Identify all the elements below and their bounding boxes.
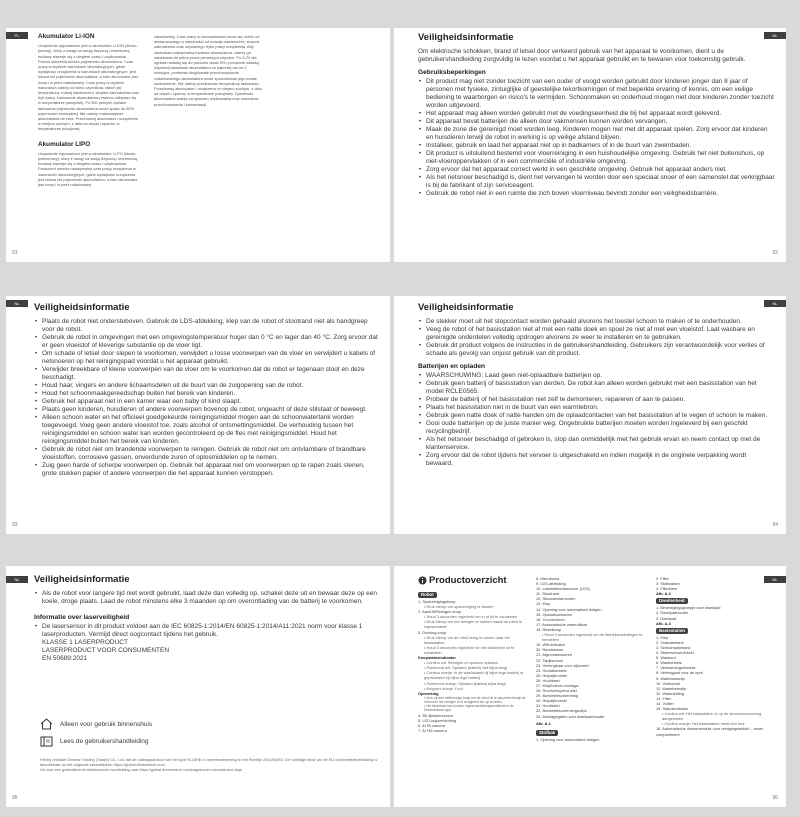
laser-line: KLASSE 1 LASERPRODUCT (42, 639, 128, 646)
list-item: 16. Automatische doseermodule voor reinigingsmiddel – enkel compartiment (656, 726, 764, 737)
list-item: 13. Filter (656, 695, 672, 701)
overview-col-1 (418, 590, 526, 733)
list-item: 1. Klep (656, 634, 669, 640)
list-item: 14. Vlotter (656, 700, 674, 706)
list-item: • Gebruik de robot niet in een ruimte die zich boven vloerniveau bevindt zonder een veiligheidsbarrière. (418, 190, 776, 198)
language-tab: NL (6, 300, 28, 307)
book-icon (40, 736, 53, 747)
list-item: 29. Borstelbeschernmng (536, 693, 579, 699)
content (418, 302, 772, 468)
body-text: naładowany. Czas pracy w rzeczywistości może się różnić od deklarowanego w zależności od rodzaju nawierzchni, stopnia zabrudzenia oraz używanego trybu pracy urządzenia. Aby zachować maksymalną trwałość akumulatora, należy go naładować do pełna przed pierwszym użyciem. Po 3,2V dla ogniwa rozładuj się do poziomu około 5% i ponownie naładuj. Zapewnij ładowanie akumulatora co najmniej raz na 3 miesiące, ponieważ długotrwałe przechowywanie rozładowanego akumulatora może spowodować jego trwałe uszkodzenie. Nie należy przekraczać temperatury ładowania. Przechowuj akumulator i urządzenie w miejscu suchym, z dala od ciepła i oparów, w temperaturze pokojowej. Żywotność akumulatora zależy od sposobu użytkowania oraz warunków przechowywania i konserwacji. (154, 34, 262, 107)
list-item: • Houd het schoonmaakgereedschap buiten het bereik van kinderen. (34, 390, 378, 398)
content (34, 574, 378, 663)
list-item: 10. Vloiborbal (656, 680, 680, 686)
list-item: 20. Randsensor (536, 647, 564, 653)
list-item: 2. Dweilpadhouder (656, 610, 689, 616)
manual-row (40, 736, 149, 747)
indoor-label: Alleen voor gebruik binnenshuis (60, 720, 153, 728)
list-item: 4. Stofreservoirdeksel (656, 650, 694, 656)
list-item: 1. Spotreinigingsknop (418, 599, 456, 604)
list-item: • Plaats het basisstation niet in de buurt van een warmtebron. (418, 404, 772, 412)
subtitle: Batterijen en opladen (418, 363, 486, 370)
list-item: • Als het netsnoer beschadigd of gebroken is, stop dan onmiddellijk met het gebruik ervan en neem contact op met de klantenservice. (418, 436, 772, 452)
intro-text: Om elektrische schokken, brand of letsel door verkeerd gebruik van het apparaat te voorkomen, dient u de gebruikershandleiding zorgvuldig te lezen voordat u het apparaat gebruikt en te bewaren voor toekomstig gebruik. (418, 48, 746, 63)
list-item: • Houd haar, vingers en andere lichaamsdelen uit de buurt van de zuigopening van de robot. (34, 382, 378, 390)
page-number: 95 (12, 795, 18, 801)
list-item: • Continu wit: Het basisstation is op de stroomvoorziening aangesloten (662, 711, 762, 722)
list-item: • Houd 3 seconden ingedrukt om het kinderslot uit te schakelen (424, 644, 515, 655)
page-96 (394, 566, 786, 807)
list-item: 3. Dweilpad (656, 615, 677, 621)
list-item: • Probeer de batterij of het basisstation niet zelf te demonteren, repareren of aan te passen. (418, 396, 772, 404)
list-item: • Gebruik het apparaat niet in een kamer waar een baby of kind slaapt. (34, 398, 378, 406)
list-item: 7. Verwarmingsmodule (656, 665, 696, 671)
list-item: • Plaats geen kinderen, huisdieren of andere voorwerpen bovenop de robot, ongeacht of deze stilstaat of beweegt. (34, 406, 378, 414)
page-92 (394, 28, 786, 262)
laser-lines (34, 639, 378, 663)
list-heading: Opmerking (418, 690, 439, 696)
stofbak-tag: Stofbak (536, 730, 558, 736)
list-item: • Houd 3 seconden ingedrukt om de fabrieksinstellingen te herstellen (542, 632, 643, 643)
list-item: • Gebruik de robot in omgevingen met een omgevingstemperatuur hoger dan 0 °C en lager dan 40 °C. Zorg ervoor dat er geen vloeistof of kleverige substantie op de vloer ligt. (34, 334, 378, 350)
list-item: 11. Stootrand (536, 591, 560, 597)
list-item: • Verwijder breekbare of kleine voorwerpen van de vloer om te voorkomen dat de robot er tegenaan stoot en deze beschadigt. (34, 366, 378, 382)
laser-line: LASERPRODUCT VOOR CONSUMENTEN (42, 647, 170, 654)
list-item: • Installeer, gebruik en laad het apparaat niet op in badkamers of in de buurt van zwembaden. (418, 142, 776, 150)
list-item: 2. Filter (656, 576, 669, 581)
list-item: 15. Statusindicator (656, 706, 689, 712)
list-item: 3. Schoonwatertank (656, 644, 691, 650)
page-number: 91 (12, 250, 18, 256)
section-title: Akumulator Li-ION (38, 33, 95, 40)
bullet-list (418, 78, 776, 198)
manual-label: Lees de gebruikershandleiding (60, 738, 149, 745)
list-item: • Druk hierop om het reinigen te starten nadat de robot is ingeschakeld (424, 619, 522, 630)
list-item: 4. 3D-lijnlasersensor (418, 712, 454, 718)
list-item: 6. AI IR-camera (418, 722, 446, 728)
list-item: 5. Wasbord (656, 655, 676, 661)
list-item: 21. Afgrondsensoren (536, 652, 572, 658)
list-item: • Gebruik de robot niet om brandende voorwerpen te reinigen. Gebruik de robot niet om ontvlambare of brandbare vloeistoffen, corrosieve gassen, onverdunde zuren of oplosmiddelen op te nemen. (34, 446, 378, 462)
list-item: 3. Docking-knop (418, 629, 447, 635)
list-item: • De stekker moet uit het stopcontact worden gehaald alvorens het toestel schoon te maken of te onderhouden. (418, 318, 772, 326)
basis-tag: Basisstation (656, 628, 688, 634)
section-title: Akumulator LIPO (38, 140, 91, 148)
list-item: • Dit product mag niet zonder toezicht van een ouder of voogd worden gebruikt door kinderen jonger dan 8 jaar of personen met fysieke, zintuiglijke of geestelijke tekortkomingen of met beperkte ervaring of kennis, om een veilige bediening te waarborgen en risico's te vermijden. Schoonmaken en onderhoud mogen niet door kinderen zonder toezicht worden uitgevoerd. (418, 78, 776, 110)
overview-col-2 (536, 576, 646, 742)
list-item: 7. AI HD-camera (418, 727, 447, 733)
list-item: • Gebruik geen batterij of basisstation van derden. De robot kan alleen worden gebruikt met een basisstation van het model RCLE0565. (418, 380, 772, 396)
language-tab: NL (764, 576, 786, 583)
list-item: 6. Wasborstels (656, 660, 682, 666)
laser-line: EN 50689:2021 (42, 655, 88, 662)
subtitle: Gebruiksbeperkingen (418, 69, 486, 76)
bullet-list (34, 590, 378, 606)
list-item: 9. Waterlaarsclip (656, 675, 685, 681)
list-item: • Pulserend oranje: Opladen (batterij bijna leeg) (424, 680, 506, 686)
footer-text (40, 758, 378, 773)
language-tab: NL (764, 32, 786, 39)
list-item: • Continu wit: Reinigen of opnieuw opladen (424, 660, 499, 666)
list-item: 31. Hoofdwiel (536, 703, 560, 709)
list-heading: Knopstatusindicator (418, 655, 456, 661)
page-94 (394, 296, 786, 534)
robot-tag: Robot (418, 592, 437, 598)
col-1 (38, 34, 140, 187)
col-2 (154, 34, 262, 107)
list-item: 2. Aan/Uit/Reinigen-knop (418, 609, 462, 615)
bullet-list (418, 372, 772, 468)
list-item: 14. Opening voor automatisch ledigen (536, 606, 602, 612)
list-item: • Plaats de robot niet ondersteboven. Gebruik de LDS-afdekking, klep van de robot of stootrand niet als handgreep voor de robot. (34, 318, 378, 334)
info-icon (418, 576, 427, 585)
list-item: • Veeg de robot of het basisstation niet af met een natte doek en spoel ze niet af met een vloeistof. Laat wasbare en gereinigde onderdelen volledig opdrogen alvorens ze weer te installeren en te gebruiken. (418, 326, 772, 342)
list-item: • Als de robot voor langere tijd niet wordt gebruikt, laad deze dan volledig op, schakel deze uit en bewaar deze op een koele, droge plaats. Laad de robot minstens elke 3 maanden op om overontlading van de batterij te voorkomen. (34, 590, 378, 606)
page-91 (6, 28, 390, 262)
list-item: 28. Rondomlopend wiel (536, 688, 577, 694)
list-item: 23. Verlengbaar voor zijborstel (536, 662, 589, 668)
page-title: Veiligheidsinformatie (418, 302, 514, 313)
list-item: 17. Automatische wateruitlaat (536, 621, 587, 627)
list-item: 8. Microfoons (536, 576, 560, 581)
page-title: Veiligheidsinformatie (418, 32, 514, 43)
list-item: • Druk hierop om spotreiniging te starten (424, 604, 494, 610)
language-tab: NL (6, 576, 28, 583)
list-item: • Zuig geen harde of scherpe voorwerpen op. Gebruik het apparaat niet om voorwerpen op te rapen zoals stenen, grote stukken papier of andere voorwerpen die het apparaat kunnen verstoppen. (34, 462, 378, 478)
body-text: Urządzenie wyposażone jest w akumulator Li-PO (litowo-polimerowy), który z uwagi na swoją fizyczną i chemiczną budowę starzeje się z biegiem czasu i użytkowania. Producent określa maksymalny czas pracy urządzenia w warunkach laboratoryjnych, gdzie wydajność urządzenia jest niższa niż pojemność akumulatora, a sam akumulator jest nowy i w pełni naładowany. (38, 150, 138, 188)
list-item: 2. Vuilwatertank (656, 639, 684, 645)
bullet-list (34, 623, 378, 639)
footer-line: Ga voor een gedetailleerde elektronische handleiding naar https://global.dreametech.com/pages/user-manuals-and-faqs (40, 768, 242, 772)
list-item: 30. Hulpzijbroesel (536, 698, 567, 704)
page-number: 92 (772, 250, 778, 256)
house-icon (40, 718, 53, 730)
body-text: Urządzenie wyposażone jest w akumulator Li-ION (litowo-jonowy), który z uwagi na swoją fizyczną i chemiczną budowę starzeje się z biegiem czasu i użytkowania. Proces starzenia obniża pojemność akumulatora. Czas pracy w ciężkich warunkach laboratoryjnych, gdzie wydajność urządzenia w warunkach laboratoryjnych, jest niższa niż pojemność akumulatora, a sam akumulator jest nowy i w pełni naładowany. Czas pracy w ciężkich warunkach zależy od wielu czynników, takich jak temperatura, rodzaj nawierzchni, stopień zabrudzenia oraz tryb pracy. Ładowanie akumulatora powinno odbywać się w temperaturze pokojowej. Po 500 pełnych cyklach ładowania pojemność akumulatora może spaść do 50% pojemności nominalnej. Nie należy rozładowywać akumulatora do zera. Przechowuj akumulator i urządzenie w miejscu suchym, z dala od ciepła i oparów, w temperaturze pokojowej. (38, 43, 139, 132)
list-item: 12. Stootrandsensoren (536, 596, 576, 602)
overview-title-row (418, 575, 507, 586)
content (418, 32, 776, 198)
list-item: • WAARSCHUWING: Laad geen niet-oplaadbare batterijen op. (418, 372, 772, 380)
list-item: 22. Tapijtsensor (536, 657, 564, 663)
language-tab: PL (6, 32, 28, 39)
list-item: 9. LDS-afdekking (536, 581, 566, 587)
indoor-row (40, 718, 152, 730)
list-item: • Dit product is uitsluitend bestemd voor vloerreiniging in een huishoudelijke omgeving. Gebruik het niet buitenshuis, op niet-vloeroppervlakken of in een commerciële of industriële omgeving. (418, 150, 776, 166)
page-95 (6, 566, 390, 807)
list-item: • Het apparaat mag alleen worden gebruikt met de voedingseenheid die bij het apparaat wordt geleverd. (418, 110, 776, 118)
language-tab: NL (764, 300, 786, 307)
figure-ref: Afb. A-3 (656, 620, 671, 626)
list-item: • Houd 3 seconden ingedrukt om in of uit te schakelen (424, 614, 518, 620)
list-item: 1. Bevestigingsgroepje voor dweilpad (656, 605, 721, 611)
list-item: 16. Connectoren (536, 616, 565, 622)
list-item: • Maak de zone die gereinigd moet worden leeg. Kinderen mogen niet met dit apparaat spelen. Zorg ervoor dat kinderen en huisdieren terwijl de robot in werking is op veilige afstand blijven. (418, 126, 776, 142)
list-item: • Gebruik dit product volgens de instructies in de gebruikershandleiding. Gebruikers zijn verantwoordelijk voor verlies of schade als gevolg van onjuist gebruik van dit product. (418, 342, 772, 358)
page-number: 96 (772, 795, 778, 801)
figure-ref: Afb. A-1 (536, 720, 551, 726)
list-item: • Het kinderslot kan worden ingeschakeld/uitgeschakeld in de Dreamehome-app. (424, 704, 514, 713)
list-item: 18. Resetknop (536, 626, 562, 632)
page-title: Veiligheidsinformatie (34, 574, 130, 585)
figure-ref: Afb. A-2 (656, 591, 671, 597)
list-item: • Continu oranje: In de wachtstand bij bijna lege batterij of gepauzeerd bij bijna lege batterij (424, 670, 524, 681)
list-item: • Knippert oranje: Fout (424, 685, 463, 691)
page-93 (6, 296, 390, 534)
page-title: Veiligheidsinformatie (34, 302, 130, 313)
list-item: • Druk op een willekeurige knop om de robot uit te pauzeren terwijl de robot aan het reinigen is of terugkeert om op te laden. (424, 695, 526, 704)
list-item: • Dit apparaat bevat batterijen die alleen door vakmensen kunnen worden vervangen. (418, 118, 776, 126)
list-item: 4. Filterklem (656, 586, 678, 592)
list-item: 10. Laserafstandssensor (LDS) (536, 586, 590, 592)
list-item: 19. Wifi-indicator (536, 642, 565, 648)
list-item: • Alleen schoon water en het officieel goedgekeurde reinigingsmiddel mogen aan de schoonwatertank worden toegevoegd. Voeg geen andere vloeistof toe, zoals alcohol of ontsmettingsmiddel. De verhouding tussen het reinigingsmiddel en schoon water kan worden gecontroleerd op de fles met reinigingsmiddel. Houd het reinigingsmiddel buiten het bereik van kinderen. (34, 414, 378, 446)
list-item: 12. Waterleiding (656, 690, 684, 696)
list-item: 5. LED-hulpverlichting (418, 717, 457, 723)
list-item: 25. Hulpzijbroesel (536, 672, 567, 678)
content (34, 302, 378, 478)
footer-line: Hierbij verklaart Dreame Trading (Tianjin) Co., Ltd. dat de radioapparatuur van het type RLL8HE in overeenstemming is met Richtlijn 2014/53/EU. De volledige tekst van de EU-conformiteitsverklaring is beschikbaar op het volgende internetadres: https://global.dreametech.com (40, 758, 378, 767)
list-item: • Pulserend wit: Opladen (batterij niet bijna leeg) (424, 665, 508, 671)
page-number: 93 (12, 522, 18, 528)
list-item: • Zorg ervoor dat de robot tijdens het vervoer is uitgeschakeld en indien mogelijk in de originele verpakking wordt bewaard. (418, 452, 772, 468)
list-item: 24. Hoofdborstels (536, 667, 567, 673)
list-item: 13. Klep (536, 601, 551, 607)
laser-title: Informatie over laserveiligheid (34, 614, 130, 621)
list-item: 11. Waterbernstip (656, 685, 687, 691)
list-item: • Als het netsnoer beschadigd is, dient het vervangen te worden door een speciaal snoer of een samenstel dat verkrijgbaar is bij de fabrikant of zijn serviceagent. (418, 174, 776, 190)
list-item: • Gebruik geen natte doek of natte handen om de oplaadcontacten van het basisstation af te vegen of schoon te maken. (418, 412, 772, 420)
list-item: • Om schade of letsel door slepen te voorkomen, verwijdert u losse voorwerpen van de vloer en verwijdert u kabels of netsnoeren op het reinigingspad voordat u het apparaat gebruikt. (34, 350, 378, 366)
list-item: 27. MopExtend-montage (536, 682, 579, 688)
list-item: • De lasersensor in dit product voldoet aan de IEC 60825-1:2014/EN 60825-1:2014/A11:2021 norm voor klasse 1 laserproducten. Vermijd direct oogcontact tijdens het gebruik. (34, 623, 378, 639)
list-item: 8. Verlengpad voor de oprit (656, 670, 703, 676)
list-item: • Continu oranje: Het basisstation heeft een fout (662, 721, 745, 727)
list-item: 15. Oplaadcontacten (536, 611, 572, 617)
list-item: • Druk hierop om de robot terug te sturen naar het basisstation (424, 634, 510, 645)
list-item: • Zorg ervoor dat het apparaat correct werkt in een geschikte omgeving. Gebruik het apparaat anders niet. (418, 166, 776, 174)
bullet-list (418, 318, 772, 358)
page-number: 94 (772, 522, 778, 528)
dweil-tag: Dweilenheid (656, 598, 688, 604)
list-item: • Gooi oude batterijen op de juiste manier weg. Ongebruikte batterijen moeten worden ingeleverd bij een geschikt recyclingbedrijf. (418, 420, 772, 436)
page-title: Productoverzicht (429, 575, 507, 586)
overview-col-3 (656, 576, 772, 737)
list-item: 32. Borstelbeschermingsclips (536, 708, 587, 714)
list-item: 33. Montagegaten voor dweilpadhouder (536, 713, 605, 719)
bullet-list (34, 318, 378, 478)
list-item: 1. Opening voor automatisch ledigen (536, 736, 600, 742)
list-item: 3. Stofbakken (656, 581, 680, 587)
list-item: 26. Hoofdwiel (536, 677, 560, 683)
